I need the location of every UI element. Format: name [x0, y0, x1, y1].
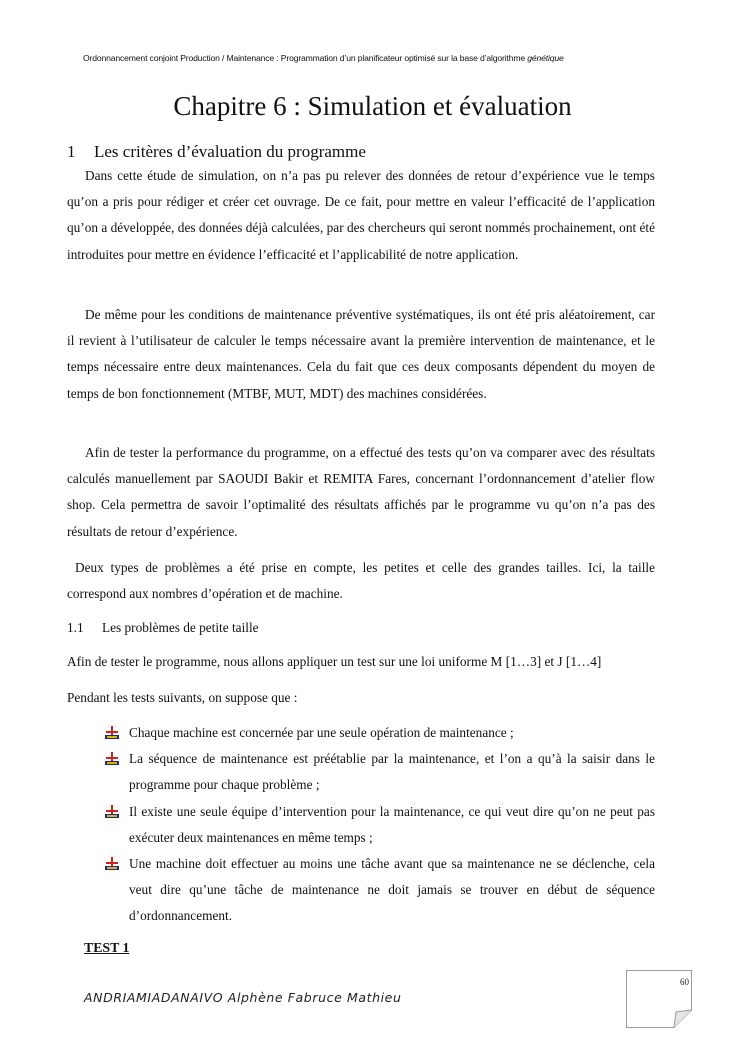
paragraph-1: Dans cette étude de simulation, on n’a pas pu relever des données de retour d’expérience vue le temps qu’on a pris pour rédiger et créer cet ouvrage. De ce fait, pour mettre en valeur l’efficacité de l’application qu’on a développée, des données déjà calculées, par des chercheurs qui seront nommés prochainement, ont été introduites pour mettre en évidence l’efficacité et l’applicabilité de notre application.: [67, 168, 655, 262]
plus-arrow-bullet-icon: [105, 726, 119, 740]
list-item-text: La séquence de maintenance est préétablie par la maintenance, et l’on a qu’à la saisir dans le programme pour chaque problème ;: [129, 751, 655, 793]
header-text-italic: génétique: [527, 53, 564, 63]
section-title: Les critères d’évaluation du programme: [94, 142, 366, 161]
page-number: 60: [680, 977, 689, 987]
test-heading: TEST 1: [84, 940, 130, 955]
section-number: 1: [67, 142, 76, 161]
intro-line: Afin de tester le programme, nous allons appliquer un test sur une loi uniforme M [1…3] et J [1…4]: [67, 654, 602, 669]
subsection-number: 1.1: [67, 620, 84, 635]
running-header: [83, 53, 683, 63]
plus-arrow-bullet-icon: [105, 805, 119, 819]
subsection-title: Les problèmes de petite taille: [102, 620, 259, 635]
plus-arrow-bullet-icon: [105, 857, 119, 871]
paragraph-2: De même pour les conditions de maintenance préventive systématiques, ils ont été pris aléatoirement, car il revient à l’utilisateur de calculer le temps nécessaire avant la première intervention de maintenance, et le temps nécessaire entre deux maintenances. Cela du fait que ces deux composants dépendent du moyen de temps de bon fonctionnement (MTBF, MUT, MDT) des machines considérées.: [67, 307, 655, 401]
section-heading: [67, 142, 366, 162]
paragraph-4: Deux types de problèmes a été prise en compte, les petites et celle des grandes tailles. Ici, la taille correspond aux nombres d’opération et de machine.: [67, 560, 655, 602]
list-item-text: Il existe une seule équipe d’intervention pour la maintenance, ce qui veut dire qu’on ne peut pas exécuter deux maintenances en même temps ;: [129, 803, 655, 845]
footer-author: ANDRIAMIADANAIVO Alphène Fabruce Mathieu: [84, 990, 402, 1005]
list-item-text: Une machine doit effectuer au moins une tâche avant que sa maintenance ne se déclenche, cela veut dire qu’une tâche de maintenance ne doit jamais se trouver en début de séquence d’ordonnancement.: [129, 856, 655, 924]
list-item: [105, 851, 655, 930]
plus-arrow-bullet-icon: [105, 752, 119, 766]
list-item: [105, 799, 655, 851]
assumption-lead: Pendant les tests suivants, on suppose que :: [67, 690, 298, 705]
subsection-heading: [67, 618, 259, 638]
header-text: Ordonnancement conjoint Production / Maintenance : Programmation d’un planificateur optimisé sur la base d’algorithme: [83, 53, 528, 63]
paragraph-3: Afin de tester la performance du programme, on a effectué des tests qu’on va comparer avec des résultats calculés manuellement par SAOUDI Bakir et REMITA Fares, concernant l’ordonnancement d’atelier flow shop. Cela permettra de savoir l’optimalité des résultats affichés par le programme vu qu’on n’a pas des résultats de retour d’expérience.: [67, 445, 655, 539]
chapter-title: Chapitre 6 : Simulation et évaluation: [173, 91, 572, 121]
list-item: [105, 720, 655, 746]
list-item: [105, 746, 655, 798]
assumption-list: [105, 720, 655, 930]
list-item-text: Chaque machine est concernée par une seule opération de maintenance ;: [129, 725, 514, 740]
